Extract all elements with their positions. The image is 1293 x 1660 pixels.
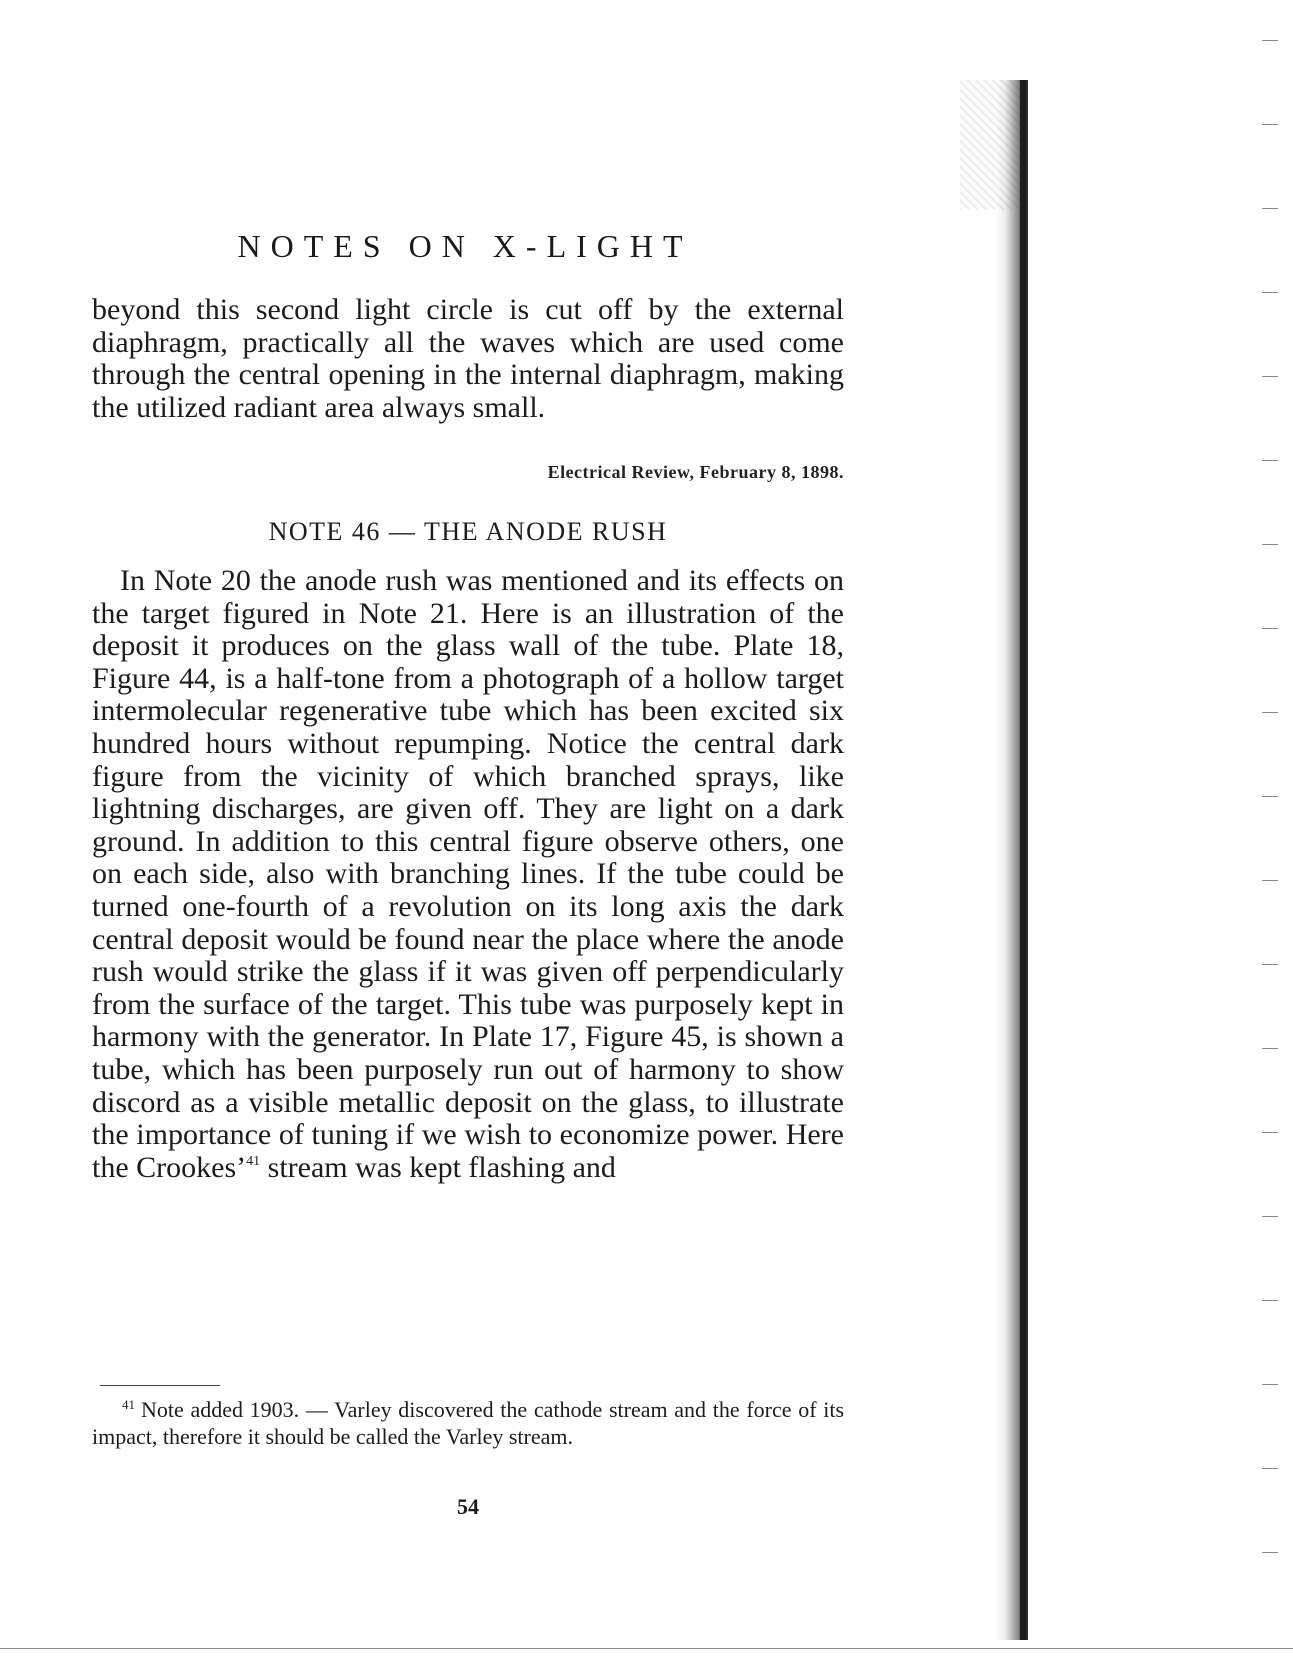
edge-tick: [1262, 964, 1278, 965]
edge-tick: [1262, 1552, 1278, 1553]
paragraph-text: [92, 565, 844, 1184]
page-number: 54: [457, 1494, 479, 1519]
paragraph-text-part-2: stream was kept flashing and: [260, 1150, 616, 1184]
edge-tick: [1262, 796, 1278, 797]
scan-bottom-edge: [0, 1648, 1293, 1649]
section-heading: NOTE 46 — THE ANODE RUSH: [268, 517, 668, 546]
footnote-reference: 41: [246, 1153, 261, 1169]
edge-tick: [1262, 1384, 1278, 1385]
paragraph-continuation: [92, 294, 844, 424]
edge-tick: [1262, 628, 1278, 629]
binding-edge-line: [1020, 80, 1026, 1640]
edge-tick: [1262, 124, 1278, 125]
edge-tick: [1262, 376, 1278, 377]
edge-tick: [1262, 1216, 1278, 1217]
footnote-rule: [100, 1385, 220, 1386]
edge-tick: [1262, 40, 1278, 41]
source-citation: Electrical Review, February 8, 1898.: [547, 462, 844, 482]
footnote: [92, 1396, 844, 1450]
edge-tick: [1262, 460, 1278, 461]
edge-tick: [1262, 292, 1278, 293]
paragraph-anode-rush: [92, 565, 844, 1184]
edge-tick: [1262, 544, 1278, 545]
edge-tick: [1262, 712, 1278, 713]
footnote-paragraph: [92, 1396, 844, 1450]
edge-tick: [1262, 208, 1278, 209]
edge-tick: [1262, 1300, 1278, 1301]
footnote-text: Note added 1903. — Varley discovered the cathode stream and the force of its impact, therefore it should be called the Varley stream.: [92, 1397, 844, 1449]
edge-tick: [1262, 1048, 1278, 1049]
edge-tick: [1262, 1132, 1278, 1133]
edge-tick: [1262, 880, 1278, 881]
scanner-edge-ticks: [1262, 0, 1282, 1660]
paragraph-text: beyond this second light circle is cut off by the external diaphragm, practically all the waves which are used come through the central opening in the internal diaphragm, making the utilized radiant area always small.: [92, 293, 844, 424]
running-head: NOTES ON X-LIGHT: [237, 228, 693, 264]
edge-tick: [1262, 1468, 1278, 1469]
footnote-mark: 41: [122, 1397, 135, 1412]
paragraph-text-part-1: In Note 20 the anode rush was mentioned and its effects on the target figured in Note 21. Here is an illustration of the deposit it produces on the glass wall of the tube. Plate 18, Figure 44, is a half-tone from a photograph of a hollow target intermolecular regenerative tube which has been excited six hundred hours without repumping. Notice the central dark figure from the vicinity of which branched sprays, like lightning discharges, are given off. They are light on a dark ground. In addition to this central figure observe others, one on each side, also with branching lines. If the tube could be turned one-fourth of a revolution on its long axis the dark central deposit would be found near the place where the anode rush would strike the glass if it was given off perpendicularly from the surface of the target. This tube was purposely kept in harmony with the generator. In Plate 17, Figure 45, is shown a tube, which has been purposely run out of harmony to show discord as a visible metallic deposit on the glass, to illustrate the importance of tuning if we wish to economize power. Here the Crookes’: [92, 564, 844, 1184]
